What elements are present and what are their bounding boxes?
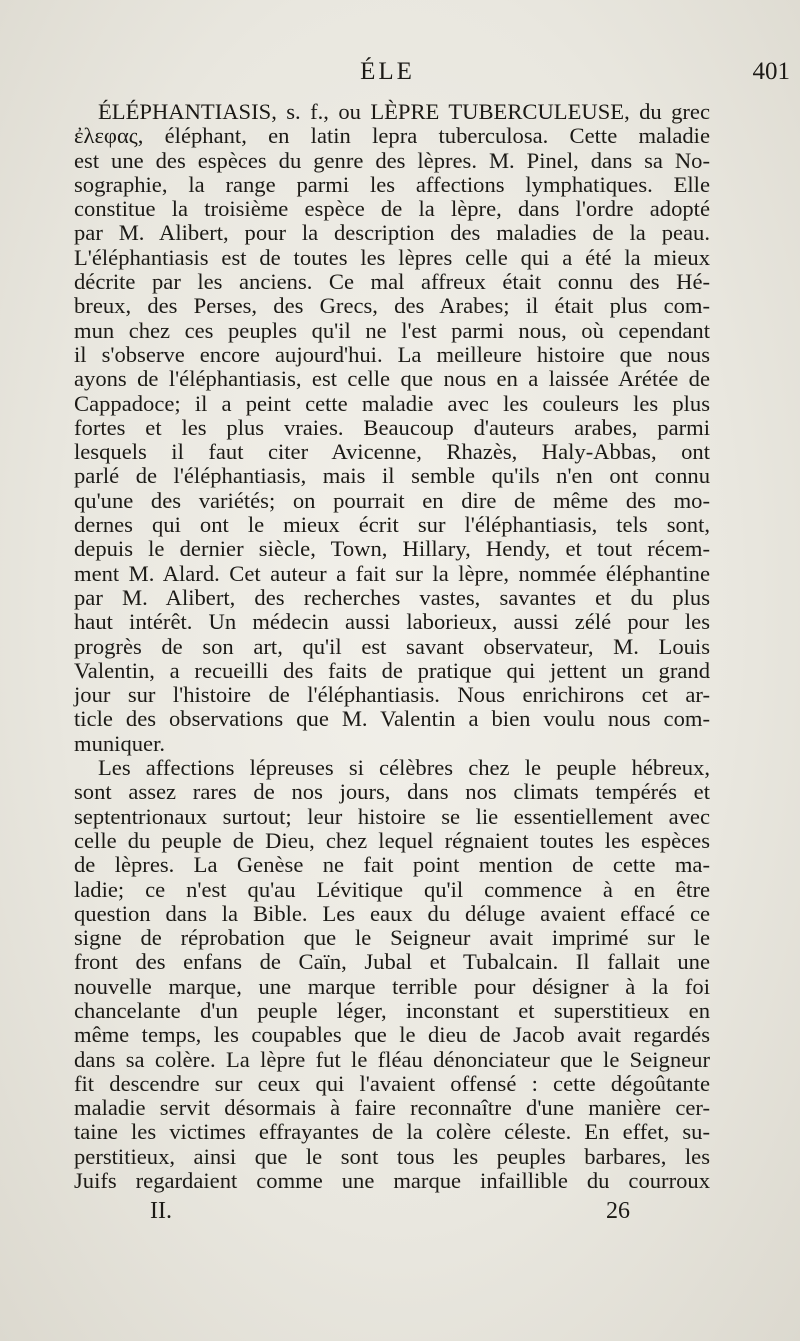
text-line: maladie servit désormais à faire reconnaître d'une manière cer- (74, 1095, 710, 1121)
text-line: dernes qui ont le mieux écrit sur l'éléphantiasis, tels sont, (74, 512, 710, 538)
page-header (0, 58, 800, 94)
text-line: nouvelle marque, une marque terrible pour désigner à la foi (74, 973, 710, 999)
text-line: sographie, la range parmi les affections lymphatiques. Elle (74, 171, 710, 197)
text-line: Cappadoce; il a peint cette maladie avec les couleurs les plus (74, 390, 710, 416)
text-line: mun chez ces peuples qu'il ne l'est parmi nous, où cependant (74, 317, 710, 343)
text-line: est une des espèces du genre des lèpres. M. Pinel, dans sa No- (74, 147, 710, 173)
text-line: décrite par les anciens. Ce mal affreux était connu des Hé- (74, 269, 710, 295)
text-line: ἐλεφας, éléphant, en latin lepra tuberculosa. Cette maladie (74, 123, 710, 149)
text-line: chancelante d'un peuple léger, inconstant et superstitieux en (74, 997, 710, 1023)
paragraph-2 (74, 756, 710, 1193)
text-line: lesquels il faut citer Avicenne, Rhazès, Haly-Abbas, ont (74, 439, 710, 465)
article-body (74, 100, 710, 1193)
text-line: perstitieux, ainsi que le sont tous les peuples barbares, les (74, 1143, 710, 1169)
text-line: L'éléphantiasis est de toutes les lèpres celle qui a été la mieux (74, 244, 710, 270)
text-line: depuis le dernier siècle, Town, Hillary, Hendy, et tout récem- (74, 536, 710, 562)
text-line: signe de réprobation que le Seigneur avait imprimé sur le (74, 925, 710, 951)
text-line: muniquer. (74, 730, 165, 756)
text-line: ticle des observations que M. Valentin a bien voulu nous com- (74, 706, 710, 732)
sheet-number: 26 (606, 1198, 630, 1224)
text-line: de lèpres. La Genèse ne fait point mention de cette ma- (74, 852, 710, 878)
text-line: fortes et les plus vraies. Beaucoup d'auteurs arabes, parmi (74, 414, 710, 440)
text-line: ment M. Alard. Cet auteur a fait sur la lèpre, nommée éléphantine (74, 560, 710, 586)
text-line: par M. Alibert, pour la description des maladies de la peau. (74, 220, 710, 246)
page-number: 401 (752, 58, 790, 85)
text-line: haut intérêt. Un médecin aussi laborieux, aussi zélé pour les (74, 609, 710, 635)
text-line: ÉLÉPHANTIASIS, s. f., ou LÈPRE TUBERCULEUSE, du grec (98, 99, 710, 124)
running-head: ÉLE (360, 58, 415, 85)
text-line: dans sa colère. La lèpre fut le fléau dénonciateur que le Seigneur (74, 1046, 710, 1072)
text-line: par M. Alibert, des recherches vastes, savantes et du plus (74, 584, 710, 610)
text-line: front des enfans de Caïn, Jubal et Tubalcain. Il fallait une (74, 949, 710, 975)
page-footer (150, 1198, 630, 1228)
text-line: sont assez rares de nos jours, dans nos climats tempérés et (74, 779, 710, 805)
text-line: Les affections lépreuses si célèbres chez le peuple hébreux, (98, 755, 710, 781)
text-line: progrès de son art, qu'il est savant observateur, M. Louis (74, 633, 710, 659)
text-line: question dans la Bible. Les eaux du déluge avaient effacé ce (74, 900, 710, 926)
text-line: qu'une des variétés; on pourrait en dire de même des mo- (74, 487, 710, 513)
text-line: Juifs regardaient comme une marque infaillible du courroux (74, 1168, 710, 1194)
text-line: celle du peuple de Dieu, chez lequel régnaient toutes les espèces (74, 827, 710, 853)
text-line: parlé de l'éléphantiasis, mais il semble qu'ils n'en ont connu (74, 463, 710, 489)
text-line: ayons de l'éléphantiasis, est celle que nous en a laissée Arétée de (74, 366, 710, 392)
text-line: jour sur l'histoire de l'éléphantiasis. Nous enrichirons cet ar- (74, 682, 710, 708)
text-line: fit descendre sur ceux qui l'avaient offensé : cette dégoûtante (74, 1070, 710, 1096)
text-line: taine les victimes effrayantes de la colère céleste. En effet, su- (74, 1119, 710, 1145)
text-line: septentrionaux surtout; leur histoire se lie essentiellement avec (74, 803, 710, 829)
text-line: ladie; ce n'est qu'au Lévitique qu'il commence à en être (74, 876, 710, 902)
text-line: il s'observe encore aujourd'hui. La meilleure histoire que nous (74, 341, 710, 367)
text-line: même temps, les coupables que le dieu de Jacob avait regardés (74, 1022, 710, 1048)
text-line: constitue la troisième espèce de la lèpre, dans l'ordre adopté (74, 196, 710, 222)
text-line: Valentin, a recueilli des faits de pratique qui jettent un grand (74, 657, 710, 683)
paragraph-1 (74, 100, 710, 756)
signature-mark: II. (150, 1198, 172, 1224)
text-line: breux, des Perses, des Grecs, des Arabes; il était plus com- (74, 293, 710, 319)
